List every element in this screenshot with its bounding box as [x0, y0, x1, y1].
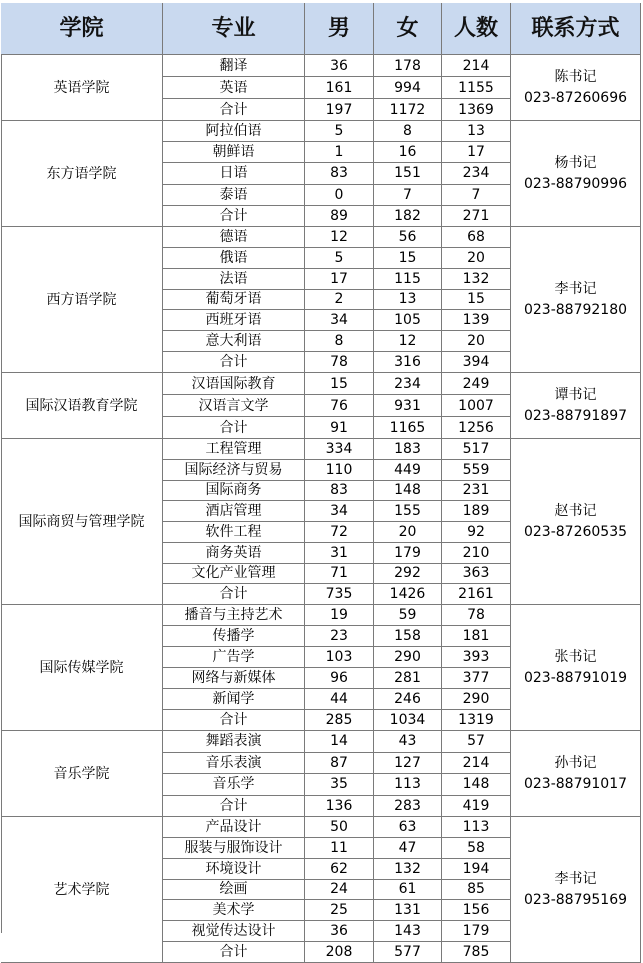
total-count: 271 [442, 206, 511, 227]
contact-name: 赵书记 [554, 503, 597, 519]
major-cell: 产品设计 [163, 817, 305, 838]
female-count: 132 [374, 859, 442, 880]
total-count: 156 [442, 900, 511, 921]
major-cell: 新闻学 [163, 689, 305, 710]
total-count: 85 [442, 880, 511, 901]
female-count: 151 [374, 163, 442, 184]
female-count: 1034 [374, 710, 442, 731]
major-cell: 德语 [163, 227, 305, 248]
major-cell: 合计 [163, 942, 305, 963]
female-count: 178 [374, 55, 442, 77]
college-name: 国际传媒学院 [1, 605, 163, 731]
total-count: 189 [442, 501, 511, 522]
female-count: 316 [374, 352, 442, 373]
male-count: 334 [305, 439, 374, 460]
header-college: 学院 [1, 3, 163, 55]
female-count: 131 [374, 900, 442, 921]
female-count: 12 [374, 331, 442, 352]
major-cell: 合计 [163, 417, 305, 439]
major-cell: 合计 [163, 710, 305, 731]
total-count: 7 [442, 185, 511, 206]
contact-cell [511, 55, 641, 121]
male-count: 161 [305, 77, 374, 99]
total-count: 113 [442, 817, 511, 838]
total-count: 181 [442, 626, 511, 647]
male-count: 5 [305, 121, 374, 142]
major-cell: 法语 [163, 269, 305, 290]
total-count: 234 [442, 163, 511, 184]
female-count: 183 [374, 439, 442, 460]
contact-cell [511, 605, 641, 731]
male-count: 35 [305, 774, 374, 796]
major-cell: 播音与主持艺术 [163, 605, 305, 626]
male-count: 78 [305, 352, 374, 373]
male-count: 11 [305, 838, 374, 859]
female-count: 577 [374, 942, 442, 963]
major-cell: 汉语言文学 [163, 395, 305, 417]
female-count: 13 [374, 290, 442, 311]
male-count: 1 [305, 142, 374, 163]
major-cell: 酒店管理 [163, 501, 305, 522]
female-count: 8 [374, 121, 442, 142]
total-count: 559 [442, 460, 511, 481]
major-cell: 传播学 [163, 626, 305, 647]
contact-name: 杨书记 [554, 155, 597, 171]
college-name: 艺术学院 [1, 817, 163, 963]
male-count: 71 [305, 564, 374, 585]
major-cell: 合计 [163, 796, 305, 818]
male-count: 197 [305, 99, 374, 121]
female-count: 234 [374, 373, 442, 395]
contact-name: 孙书记 [554, 755, 597, 771]
male-count: 76 [305, 395, 374, 417]
female-count: 292 [374, 564, 442, 585]
contact-name: 陈书记 [554, 69, 597, 85]
female-count: 449 [374, 460, 442, 481]
total-count: 419 [442, 796, 511, 818]
female-count: 1172 [374, 99, 442, 121]
male-count: 96 [305, 668, 374, 689]
contact-cell [511, 731, 641, 817]
male-count: 0 [305, 185, 374, 206]
major-cell: 日语 [163, 163, 305, 184]
major-cell: 软件工程 [163, 522, 305, 543]
major-cell: 汉语国际教育 [163, 373, 305, 395]
contact-phone: 023-88791019 [523, 670, 628, 686]
contact-phone: 023-88791017 [523, 776, 628, 792]
male-count: 208 [305, 942, 374, 963]
male-count: 91 [305, 417, 374, 439]
contact-name: 李书记 [554, 281, 597, 297]
female-count: 1426 [374, 584, 442, 605]
female-count: 246 [374, 689, 442, 710]
contact-name: 谭书记 [554, 387, 597, 403]
total-count: 20 [442, 331, 511, 352]
female-count: 43 [374, 731, 442, 753]
male-count: 34 [305, 310, 374, 331]
contact-name: 张书记 [554, 649, 597, 665]
female-count: 56 [374, 227, 442, 248]
total-count: 394 [442, 352, 511, 373]
total-count: 68 [442, 227, 511, 248]
major-cell: 视觉传达设计 [163, 921, 305, 942]
header-contact: 联系方式 [511, 3, 641, 55]
contact-phone: 023-88795169 [523, 892, 628, 908]
major-cell: 音乐表演 [163, 753, 305, 775]
total-count: 231 [442, 481, 511, 502]
major-cell: 合计 [163, 206, 305, 227]
male-count: 136 [305, 796, 374, 818]
male-count: 12 [305, 227, 374, 248]
male-count: 36 [305, 921, 374, 942]
total-count: 2161 [442, 584, 511, 605]
total-count: 58 [442, 838, 511, 859]
major-cell: 绘画 [163, 880, 305, 901]
contact-cell [511, 121, 641, 227]
female-count: 47 [374, 838, 442, 859]
total-count: 517 [442, 439, 511, 460]
male-count: 5 [305, 248, 374, 269]
college-name: 音乐学院 [1, 731, 163, 817]
major-cell: 泰语 [163, 185, 305, 206]
female-count: 182 [374, 206, 442, 227]
header-major: 专业 [163, 3, 305, 55]
major-cell: 国际商务 [163, 481, 305, 502]
male-count: 89 [305, 206, 374, 227]
female-count: 20 [374, 522, 442, 543]
major-cell: 服装与服饰设计 [163, 838, 305, 859]
contact-phone: 023-87260696 [523, 90, 628, 106]
total-count: 214 [442, 55, 511, 77]
college-name: 英语学院 [1, 55, 163, 121]
male-count: 19 [305, 605, 374, 626]
major-cell: 国际经济与贸易 [163, 460, 305, 481]
male-count: 83 [305, 481, 374, 502]
male-count: 14 [305, 731, 374, 753]
contact-phone: 023-87260535 [523, 524, 628, 540]
header-male: 男 [305, 3, 374, 55]
major-cell: 阿拉伯语 [163, 121, 305, 142]
female-count: 63 [374, 817, 442, 838]
female-count: 1165 [374, 417, 442, 439]
total-count: 1256 [442, 417, 511, 439]
male-count: 83 [305, 163, 374, 184]
male-count: 44 [305, 689, 374, 710]
total-count: 210 [442, 543, 511, 564]
female-count: 61 [374, 880, 442, 901]
contact-phone: 023-88790996 [523, 176, 628, 192]
female-count: 158 [374, 626, 442, 647]
contact-cell [511, 439, 641, 605]
female-count: 148 [374, 481, 442, 502]
total-count: 139 [442, 310, 511, 331]
male-count: 8 [305, 331, 374, 352]
female-count: 113 [374, 774, 442, 796]
total-count: 290 [442, 689, 511, 710]
major-cell: 广告学 [163, 647, 305, 668]
enrollment-table [1, 3, 641, 961]
female-count: 115 [374, 269, 442, 290]
college-name: 国际商贸与管理学院 [1, 439, 163, 605]
male-count: 25 [305, 900, 374, 921]
female-count: 143 [374, 921, 442, 942]
male-count: 50 [305, 817, 374, 838]
total-count: 132 [442, 269, 511, 290]
major-cell: 合计 [163, 352, 305, 373]
male-count: 24 [305, 880, 374, 901]
female-count: 7 [374, 185, 442, 206]
total-count: 92 [442, 522, 511, 543]
contact-cell [511, 227, 641, 373]
female-count: 105 [374, 310, 442, 331]
total-count: 179 [442, 921, 511, 942]
total-count: 1319 [442, 710, 511, 731]
major-cell: 西班牙语 [163, 310, 305, 331]
major-cell: 文化产业管理 [163, 564, 305, 585]
contact-phone: 023-88792180 [523, 302, 628, 318]
female-count: 59 [374, 605, 442, 626]
major-cell: 合计 [163, 584, 305, 605]
female-count: 16 [374, 142, 442, 163]
major-cell: 网络与新媒体 [163, 668, 305, 689]
female-count: 15 [374, 248, 442, 269]
major-cell: 英语 [163, 77, 305, 99]
contact-phone: 023-88791897 [523, 408, 628, 424]
total-count: 214 [442, 753, 511, 775]
female-count: 127 [374, 753, 442, 775]
male-count: 87 [305, 753, 374, 775]
male-count: 36 [305, 55, 374, 77]
male-count: 17 [305, 269, 374, 290]
total-count: 363 [442, 564, 511, 585]
total-count: 377 [442, 668, 511, 689]
total-count: 1369 [442, 99, 511, 121]
female-count: 155 [374, 501, 442, 522]
total-count: 785 [442, 942, 511, 963]
header-female: 女 [374, 3, 442, 55]
total-count: 148 [442, 774, 511, 796]
male-count: 735 [305, 584, 374, 605]
major-cell: 商务英语 [163, 543, 305, 564]
male-count: 15 [305, 373, 374, 395]
male-count: 31 [305, 543, 374, 564]
major-cell: 音乐学 [163, 774, 305, 796]
male-count: 62 [305, 859, 374, 880]
total-count: 20 [442, 248, 511, 269]
header-total: 人数 [442, 3, 511, 55]
male-count: 110 [305, 460, 374, 481]
major-cell: 美术学 [163, 900, 305, 921]
major-cell: 工程管理 [163, 439, 305, 460]
major-cell: 舞蹈表演 [163, 731, 305, 753]
total-count: 1155 [442, 77, 511, 99]
contact-cell [511, 373, 641, 439]
total-count: 57 [442, 731, 511, 753]
major-cell: 葡萄牙语 [163, 290, 305, 311]
college-name: 东方语学院 [1, 121, 163, 227]
major-cell: 环境设计 [163, 859, 305, 880]
female-count: 283 [374, 796, 442, 818]
contact-name: 李书记 [554, 871, 597, 887]
female-count: 931 [374, 395, 442, 417]
college-name: 国际汉语教育学院 [1, 373, 163, 439]
total-count: 393 [442, 647, 511, 668]
major-cell: 俄语 [163, 248, 305, 269]
college-name: 西方语学院 [1, 227, 163, 373]
major-cell: 意大利语 [163, 331, 305, 352]
female-count: 290 [374, 647, 442, 668]
male-count: 103 [305, 647, 374, 668]
total-count: 1007 [442, 395, 511, 417]
total-count: 249 [442, 373, 511, 395]
major-cell: 朝鲜语 [163, 142, 305, 163]
total-count: 15 [442, 290, 511, 311]
total-count: 17 [442, 142, 511, 163]
major-cell: 翻译 [163, 55, 305, 77]
contact-cell [511, 817, 641, 963]
total-count: 78 [442, 605, 511, 626]
male-count: 285 [305, 710, 374, 731]
female-count: 179 [374, 543, 442, 564]
male-count: 2 [305, 290, 374, 311]
major-cell: 合计 [163, 99, 305, 121]
female-count: 994 [374, 77, 442, 99]
total-count: 194 [442, 859, 511, 880]
female-count: 281 [374, 668, 442, 689]
male-count: 72 [305, 522, 374, 543]
male-count: 23 [305, 626, 374, 647]
total-count: 13 [442, 121, 511, 142]
male-count: 34 [305, 501, 374, 522]
